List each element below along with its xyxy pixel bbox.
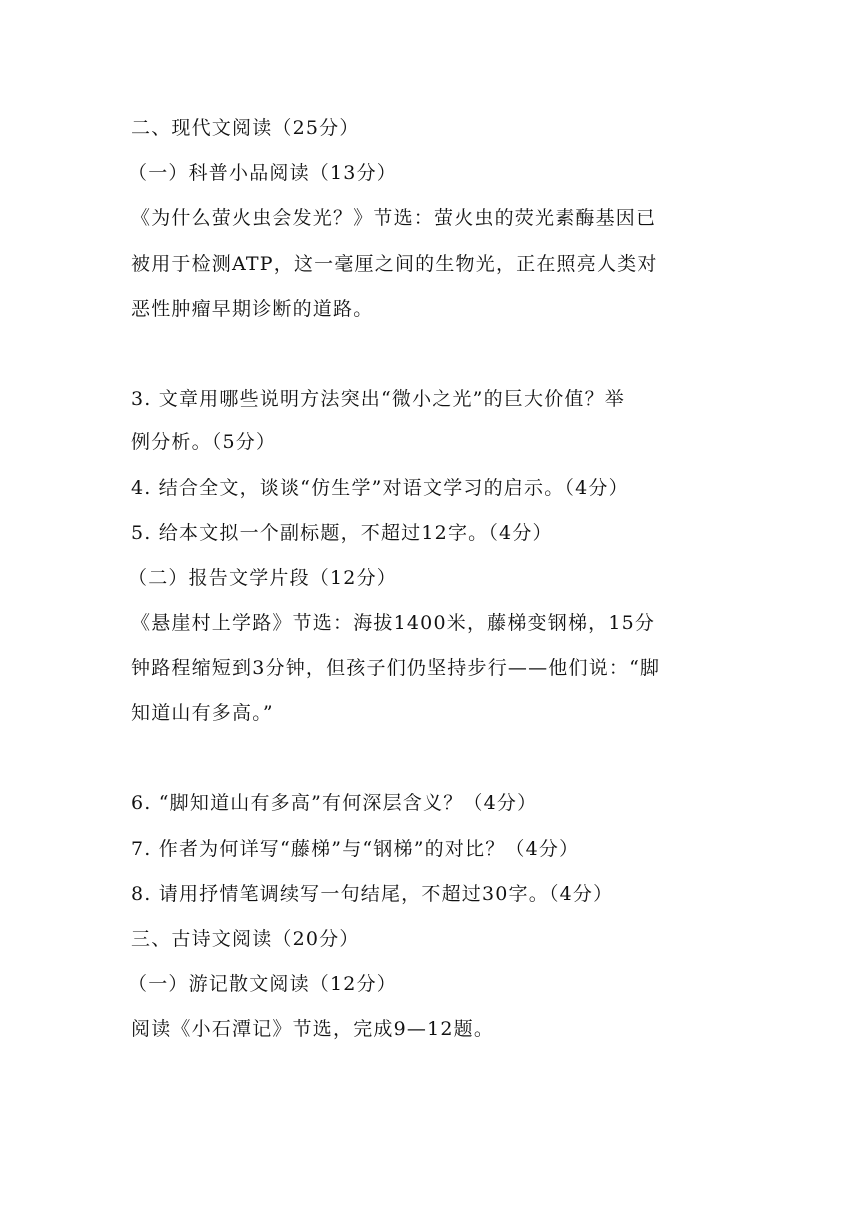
passage-1-line-2: 被用于检测ATP，这一毫厘之间的生物光，正在照亮人类对 — [131, 253, 658, 275]
passage-2-line-3: 知道山有多高。” — [131, 702, 274, 724]
passage-2-line-2: 钟路程缩短到3分钟，但孩子们仍坚持步行——他们说：“脚 — [131, 657, 661, 679]
passage-1-line-3: 恶性肿瘤早期诊断的道路。 — [131, 298, 374, 320]
question-6: 6. “脚知道山有多高”有何深层含义？（4分） — [131, 792, 538, 814]
passage-1-line-1: 《为什么萤火虫会发光？》节选：萤火虫的荧光素酶基因已 — [131, 207, 657, 229]
section-2-part-2-heading: （二）报告文学片段（12分） — [128, 567, 397, 589]
section-3-instruction: 阅读《小石潭记》节选，完成9—12题。 — [131, 1018, 495, 1040]
question-7: 7. 作者为何详写“藤梯”与“钢梯”的对比？（4分） — [131, 838, 580, 860]
passage-2-line-1: 《悬崖村上学路》节选：海拔1400米，藤梯变钢梯，15分 — [131, 612, 656, 634]
question-3-line-1: 3. 文章用哪些说明方法突出“微小之光”的巨大价值？举 — [131, 388, 625, 410]
section-3-heading: 三、古诗文阅读（20分） — [131, 928, 360, 950]
section-2-part-1-heading: （一）科普小品阅读（13分） — [128, 162, 397, 184]
question-8: 8. 请用抒情笔调续写一句结尾，不超过30字。（4分） — [131, 883, 614, 905]
question-5: 5. 给本文拟一个副标题，不超过12字。（4分） — [131, 522, 553, 544]
section-2-heading: 二、现代文阅读（25分） — [131, 117, 360, 139]
section-3-part-1-heading: （一）游记散文阅读（12分） — [128, 973, 397, 995]
question-4: 4. 结合全文，谈谈“仿生学”对语文学习的启示。（4分） — [131, 477, 629, 499]
question-3-line-2: 例分析。（5分） — [131, 431, 277, 453]
